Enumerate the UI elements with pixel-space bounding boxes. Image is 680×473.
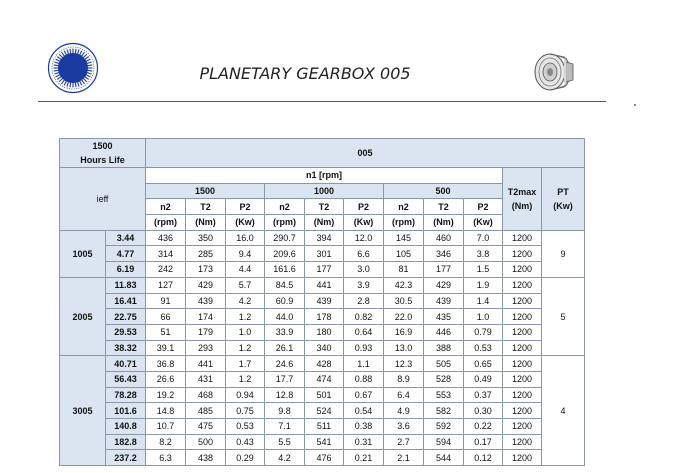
stray-mark: [634, 104, 636, 106]
value-cell: 0.49: [464, 371, 503, 387]
value-cell: 1.5: [464, 262, 503, 278]
value-cell: 0.67: [344, 387, 384, 403]
table-row: [60, 371, 585, 387]
value-cell: 0.88: [344, 371, 384, 387]
t2max-cell: 1200: [503, 277, 542, 293]
column-unit: (Kw): [464, 215, 503, 231]
value-cell: 16.0: [226, 230, 265, 246]
table-row: [60, 434, 585, 450]
table-row: [60, 356, 585, 372]
pt-unit: (Kw): [553, 200, 573, 211]
value-cell: 0.64: [344, 324, 384, 340]
column-label: n2: [384, 199, 424, 215]
ratio-cell: 101.6: [106, 403, 146, 419]
product-code: 005: [146, 139, 585, 168]
value-cell: 9.8: [265, 403, 305, 419]
value-cell: 439: [424, 293, 464, 309]
ratio-cell: 140.8: [106, 419, 146, 435]
table-row: [60, 230, 585, 246]
value-cell: 594: [424, 434, 464, 450]
value-cell: 1.9: [464, 277, 503, 293]
value-cell: 5.7: [226, 277, 265, 293]
value-cell: 0.30: [464, 403, 503, 419]
value-cell: 1.2: [226, 371, 265, 387]
speed-header-500: 500: [384, 183, 503, 199]
value-cell: 285: [186, 246, 226, 262]
value-cell: 553: [424, 387, 464, 403]
value-cell: 485: [186, 403, 226, 419]
value-cell: 5.5: [265, 434, 305, 450]
value-cell: 33.9: [265, 324, 305, 340]
value-cell: 435: [424, 309, 464, 325]
value-cell: 290.7: [265, 230, 305, 246]
value-cell: 428: [305, 356, 344, 372]
value-cell: 441: [186, 356, 226, 372]
value-cell: 2.1: [384, 450, 424, 466]
ratio-cell: 11.83: [106, 277, 146, 293]
table-row: [60, 324, 585, 340]
column-label: T2: [186, 199, 226, 215]
ratio-cell: 182.8: [106, 434, 146, 450]
value-cell: 441: [305, 277, 344, 293]
table-row: [60, 340, 585, 356]
ratio-cell: 56.43: [106, 371, 146, 387]
table-row: [60, 309, 585, 325]
pt-label: PT: [557, 186, 569, 197]
t2max-cell: 1200: [503, 262, 542, 278]
value-cell: 511: [305, 419, 344, 435]
gearbox-spec-table: [59, 138, 585, 466]
value-cell: 346: [424, 246, 464, 262]
column-unit: (Nm): [186, 215, 226, 231]
value-cell: 2.8: [344, 293, 384, 309]
value-cell: 17.7: [265, 371, 305, 387]
value-cell: 0.37: [464, 387, 503, 403]
ratio-cell: 78.28: [106, 387, 146, 403]
value-cell: 505: [424, 356, 464, 372]
value-cell: 179: [186, 324, 226, 340]
column-label: P2: [464, 199, 503, 215]
value-cell: 0.53: [226, 419, 265, 435]
t2max-cell: 1200: [503, 324, 542, 340]
value-cell: 51: [146, 324, 186, 340]
value-cell: 24.6: [265, 356, 305, 372]
column-label: n2: [265, 199, 305, 215]
value-cell: 394: [305, 230, 344, 246]
column-unit: (Kw): [226, 215, 265, 231]
value-cell: 1.0: [226, 324, 265, 340]
value-cell: 541: [305, 434, 344, 450]
hours-life-label: Hours Life: [80, 155, 125, 165]
t2max-cell: 1200: [503, 387, 542, 403]
pt-header: [542, 168, 585, 231]
column-unit: (Nm): [305, 215, 344, 231]
value-cell: 293: [186, 340, 226, 356]
column-label: T2: [305, 199, 344, 215]
value-cell: 8.9: [384, 371, 424, 387]
table-row: [60, 277, 585, 293]
value-cell: 1.1: [344, 356, 384, 372]
column-unit: (Kw): [344, 215, 384, 231]
t2max-cell: 1200: [503, 419, 542, 435]
value-cell: 6.6: [344, 246, 384, 262]
column-unit: (Nm): [424, 215, 464, 231]
column-unit: (rpm): [384, 215, 424, 231]
value-cell: 12.8: [265, 387, 305, 403]
value-cell: 7.0: [464, 230, 503, 246]
value-cell: 431: [186, 371, 226, 387]
t2max-cell: 1200: [503, 434, 542, 450]
value-cell: 2.7: [384, 434, 424, 450]
pt-cell: 5: [542, 277, 585, 355]
value-cell: 177: [305, 262, 344, 278]
value-cell: 0.75: [226, 403, 265, 419]
value-cell: 6.4: [384, 387, 424, 403]
column-label: P2: [344, 199, 384, 215]
ratio-cell: 6.19: [106, 262, 146, 278]
t2max-header: [503, 168, 542, 231]
value-cell: 3.8: [464, 246, 503, 262]
value-cell: 501: [305, 387, 344, 403]
n1-header: n1 [rpm]: [146, 168, 503, 184]
value-cell: 26.6: [146, 371, 186, 387]
column-unit: (rpm): [146, 215, 186, 231]
value-cell: 468: [186, 387, 226, 403]
value-cell: 474: [305, 371, 344, 387]
company-logo: [47, 42, 99, 94]
value-cell: 0.53: [464, 340, 503, 356]
ratio-cell: 38.32: [106, 340, 146, 356]
page-title: PLANETARY GEARBOX 005: [199, 64, 411, 83]
speed-header-1000: 1000: [265, 183, 384, 199]
hours-life-value: 1500: [92, 141, 113, 151]
ratio-cell: 40.71: [106, 356, 146, 372]
value-cell: 4.2: [226, 293, 265, 309]
value-cell: 105: [384, 246, 424, 262]
value-cell: 439: [305, 293, 344, 309]
value-cell: 439: [186, 293, 226, 309]
value-cell: 39.1: [146, 340, 186, 356]
value-cell: 0.31: [344, 434, 384, 450]
value-cell: 475: [186, 419, 226, 435]
ratio-cell: 3.44: [106, 230, 146, 246]
pt-cell: 9: [542, 230, 585, 277]
value-cell: 429: [186, 277, 226, 293]
value-cell: 209.6: [265, 246, 305, 262]
value-cell: 429: [424, 277, 464, 293]
value-cell: 438: [186, 450, 226, 466]
column-label: T2: [424, 199, 464, 215]
model-cell: 3005: [60, 356, 106, 466]
t2max-label: T2max: [507, 186, 537, 197]
value-cell: 528: [424, 371, 464, 387]
value-cell: 16.9: [384, 324, 424, 340]
value-cell: 81: [384, 262, 424, 278]
value-cell: 592: [424, 419, 464, 435]
value-cell: 3.9: [344, 277, 384, 293]
value-cell: 0.21: [344, 450, 384, 466]
value-cell: 4.2: [265, 450, 305, 466]
gearbox-image: [528, 48, 576, 96]
table-row: [60, 403, 585, 419]
value-cell: 4.9: [384, 403, 424, 419]
model-cell: 1005: [60, 230, 106, 277]
value-cell: 3.6: [384, 419, 424, 435]
value-cell: 314: [146, 246, 186, 262]
value-cell: 10.7: [146, 419, 186, 435]
value-cell: 3.0: [344, 262, 384, 278]
value-cell: 242: [146, 262, 186, 278]
ratio-cell: 237.2: [106, 450, 146, 466]
ratio-cell: 4.77: [106, 246, 146, 262]
value-cell: 178: [305, 309, 344, 325]
t2max-cell: 1200: [503, 340, 542, 356]
ratio-cell: 29.53: [106, 324, 146, 340]
value-cell: 582: [424, 403, 464, 419]
value-cell: 0.22: [464, 419, 503, 435]
value-cell: 36.8: [146, 356, 186, 372]
value-cell: 0.79: [464, 324, 503, 340]
value-cell: 0.12: [464, 450, 503, 466]
column-unit: (rpm): [265, 215, 305, 231]
value-cell: 12.3: [384, 356, 424, 372]
value-cell: 500: [186, 434, 226, 450]
value-cell: 1.2: [226, 309, 265, 325]
value-cell: 1.7: [226, 356, 265, 372]
value-cell: 0.82: [344, 309, 384, 325]
table-row: [60, 387, 585, 403]
value-cell: 42.3: [384, 277, 424, 293]
value-cell: 0.38: [344, 419, 384, 435]
value-cell: 301: [305, 246, 344, 262]
t2max-cell: 1200: [503, 371, 542, 387]
value-cell: 19.2: [146, 387, 186, 403]
value-cell: 13.0: [384, 340, 424, 356]
column-label: n2: [146, 199, 186, 215]
ratio-cell: 16.41: [106, 293, 146, 309]
ieff-header: ieff: [60, 168, 146, 231]
value-cell: 145: [384, 230, 424, 246]
t2max-cell: 1200: [503, 450, 542, 466]
t2max-cell: 1200: [503, 309, 542, 325]
table-row: [60, 246, 585, 262]
column-label: P2: [226, 199, 265, 215]
value-cell: 0.29: [226, 450, 265, 466]
value-cell: 8.2: [146, 434, 186, 450]
value-cell: 44.0: [265, 309, 305, 325]
value-cell: 30.5: [384, 293, 424, 309]
value-cell: 177: [424, 262, 464, 278]
value-cell: 0.54: [344, 403, 384, 419]
value-cell: 180: [305, 324, 344, 340]
header-rule: [38, 101, 606, 102]
value-cell: 12.0: [344, 230, 384, 246]
pt-cell: 4: [542, 356, 585, 466]
t2max-unit: (Nm): [511, 200, 533, 211]
value-cell: 6.3: [146, 450, 186, 466]
table-row: [60, 262, 585, 278]
value-cell: 436: [146, 230, 186, 246]
value-cell: 173: [186, 262, 226, 278]
t2max-cell: 1200: [503, 246, 542, 262]
ratio-cell: 22.75: [106, 309, 146, 325]
value-cell: 60.9: [265, 293, 305, 309]
t2max-cell: 1200: [503, 230, 542, 246]
value-cell: 350: [186, 230, 226, 246]
table-row: [60, 293, 585, 309]
value-cell: 174: [186, 309, 226, 325]
value-cell: 460: [424, 230, 464, 246]
value-cell: 4.4: [226, 262, 265, 278]
value-cell: 1.2: [226, 340, 265, 356]
value-cell: 26.1: [265, 340, 305, 356]
hours-life-header: [60, 139, 146, 168]
speed-header-1500: 1500: [146, 183, 265, 199]
value-cell: 0.94: [226, 387, 265, 403]
value-cell: 446: [424, 324, 464, 340]
value-cell: 84.5: [265, 277, 305, 293]
value-cell: 161.6: [265, 262, 305, 278]
model-cell: 2005: [60, 277, 106, 355]
value-cell: 22.0: [384, 309, 424, 325]
t2max-cell: 1200: [503, 356, 542, 372]
value-cell: 524: [305, 403, 344, 419]
value-cell: 7.1: [265, 419, 305, 435]
company-seal-icon: [47, 42, 99, 94]
t2max-cell: 1200: [503, 293, 542, 309]
value-cell: 14.8: [146, 403, 186, 419]
gearbox-icon: [528, 48, 576, 96]
value-cell: 0.17: [464, 434, 503, 450]
value-cell: 127: [146, 277, 186, 293]
value-cell: 9.4: [226, 246, 265, 262]
table-row: [60, 419, 585, 435]
value-cell: 0.93: [344, 340, 384, 356]
value-cell: 388: [424, 340, 464, 356]
value-cell: 91: [146, 293, 186, 309]
table-row: [60, 450, 585, 466]
t2max-cell: 1200: [503, 403, 542, 419]
value-cell: 0.43: [226, 434, 265, 450]
value-cell: 544: [424, 450, 464, 466]
value-cell: 340: [305, 340, 344, 356]
value-cell: 0.65: [464, 356, 503, 372]
value-cell: 1.4: [464, 293, 503, 309]
value-cell: 1.0: [464, 309, 503, 325]
value-cell: 476: [305, 450, 344, 466]
value-cell: 66: [146, 309, 186, 325]
